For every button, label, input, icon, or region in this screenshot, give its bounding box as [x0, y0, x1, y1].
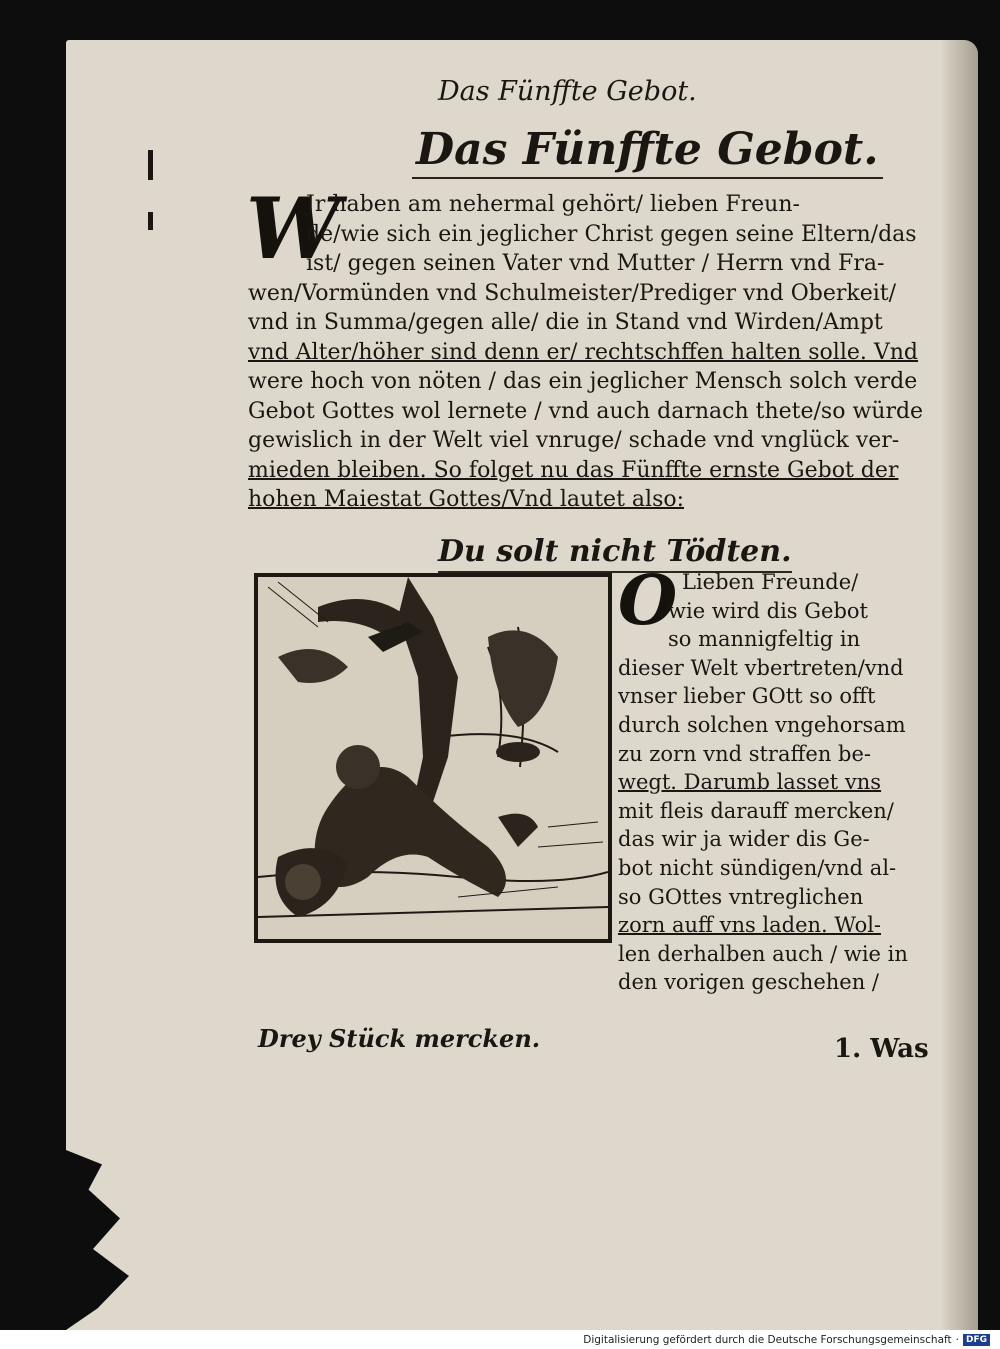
column-paragraph: [618, 561, 910, 997]
text-line: zorn auff vns laden. Wol-: [618, 913, 882, 938]
text-line: so mannigfeltig in: [668, 627, 861, 652]
text-line: dieser Welt vbertreten/vnd: [618, 655, 904, 680]
footer-credit: [583, 1334, 990, 1346]
intro-paragraph: [248, 190, 924, 515]
text-line: hohen Maiestat Gottes/Vnd lautet also:: [248, 487, 685, 512]
woodcut-illustration: [254, 573, 612, 943]
drop-capital: W: [246, 179, 341, 278]
margin-mark: [148, 150, 153, 180]
catchword: 1. Was: [834, 1034, 929, 1064]
text-line: vnser lieber GOtt so offt: [618, 684, 876, 709]
text-line: vnd Alter/höher sind denn er/ rechtschffen halten solle. Vnd: [248, 339, 919, 365]
footer-separator: ·: [955, 1334, 959, 1346]
margin-mark: [148, 212, 153, 230]
text-line: de/wie sich ein jeglicher Christ gegen seine Eltern/das: [306, 221, 917, 247]
text-line: Lieben Freunde/: [682, 570, 859, 594]
dfg-logo-icon: DFG: [963, 1334, 990, 1346]
woodcut-caption: Drey Stück mercken.: [258, 1024, 541, 1053]
text-line: wen/Vormünden vnd Schulmeister/Prediger vnd Oberkeit/: [248, 280, 897, 306]
text-line: bot nicht sündigen/vnd al-: [618, 855, 897, 880]
text-line: das wir ja wider dis Ge-: [618, 827, 870, 852]
text-line: were hoch von nöten / das ein jeglicher Mensch solch verde: [248, 369, 918, 394]
footer-text: Digitalisierung gefördert durch die Deutsche Forschungsgemeinschaft: [583, 1334, 952, 1346]
text-line: ist/ gegen seinen Vater vnd Mutter / Herrn vnd Fra-: [306, 251, 885, 276]
text-line: Gebot Gottes wol lernete / vnd auch darnach thete/so würde: [248, 398, 924, 424]
text-line: durch solchen vngehorsam: [618, 712, 906, 737]
page-title: Das Fünffte Gebot.: [412, 124, 883, 179]
text-line: Jr haben am nehermal gehört/ lieben Freun-: [306, 192, 800, 217]
text-line: den vorigen geschehen /: [618, 970, 879, 995]
text-line: wie wird dis Gebot: [668, 598, 868, 623]
text-line: vnd in Summa/gegen alle/ die in Stand vnd Wirden/Ampt: [248, 310, 883, 335]
column-drop-capital: O: [618, 561, 678, 641]
commandment-heading: Du solt nicht Tödten.: [438, 534, 792, 573]
text-line: so GOttes vntreglichen: [618, 884, 864, 909]
text-line: zu zorn vnd straffen be-: [618, 741, 872, 766]
text-line: mit fleis darauff mercken/: [618, 798, 894, 823]
text-line: gewislich in der Welt viel vnruge/ schade vnd vnglück ver-: [248, 428, 900, 453]
text-line: mieden bleiben. So folget nu das Fünffte ernste Gebot der: [248, 457, 899, 483]
running-head: Das Fünffte Gebot.: [438, 76, 697, 107]
text-line: wegt. Darumb lasset vns: [618, 770, 882, 795]
cain-abel-woodcut-icon: [258, 577, 608, 939]
text-line: len derhalben auch / wie in: [618, 941, 908, 966]
